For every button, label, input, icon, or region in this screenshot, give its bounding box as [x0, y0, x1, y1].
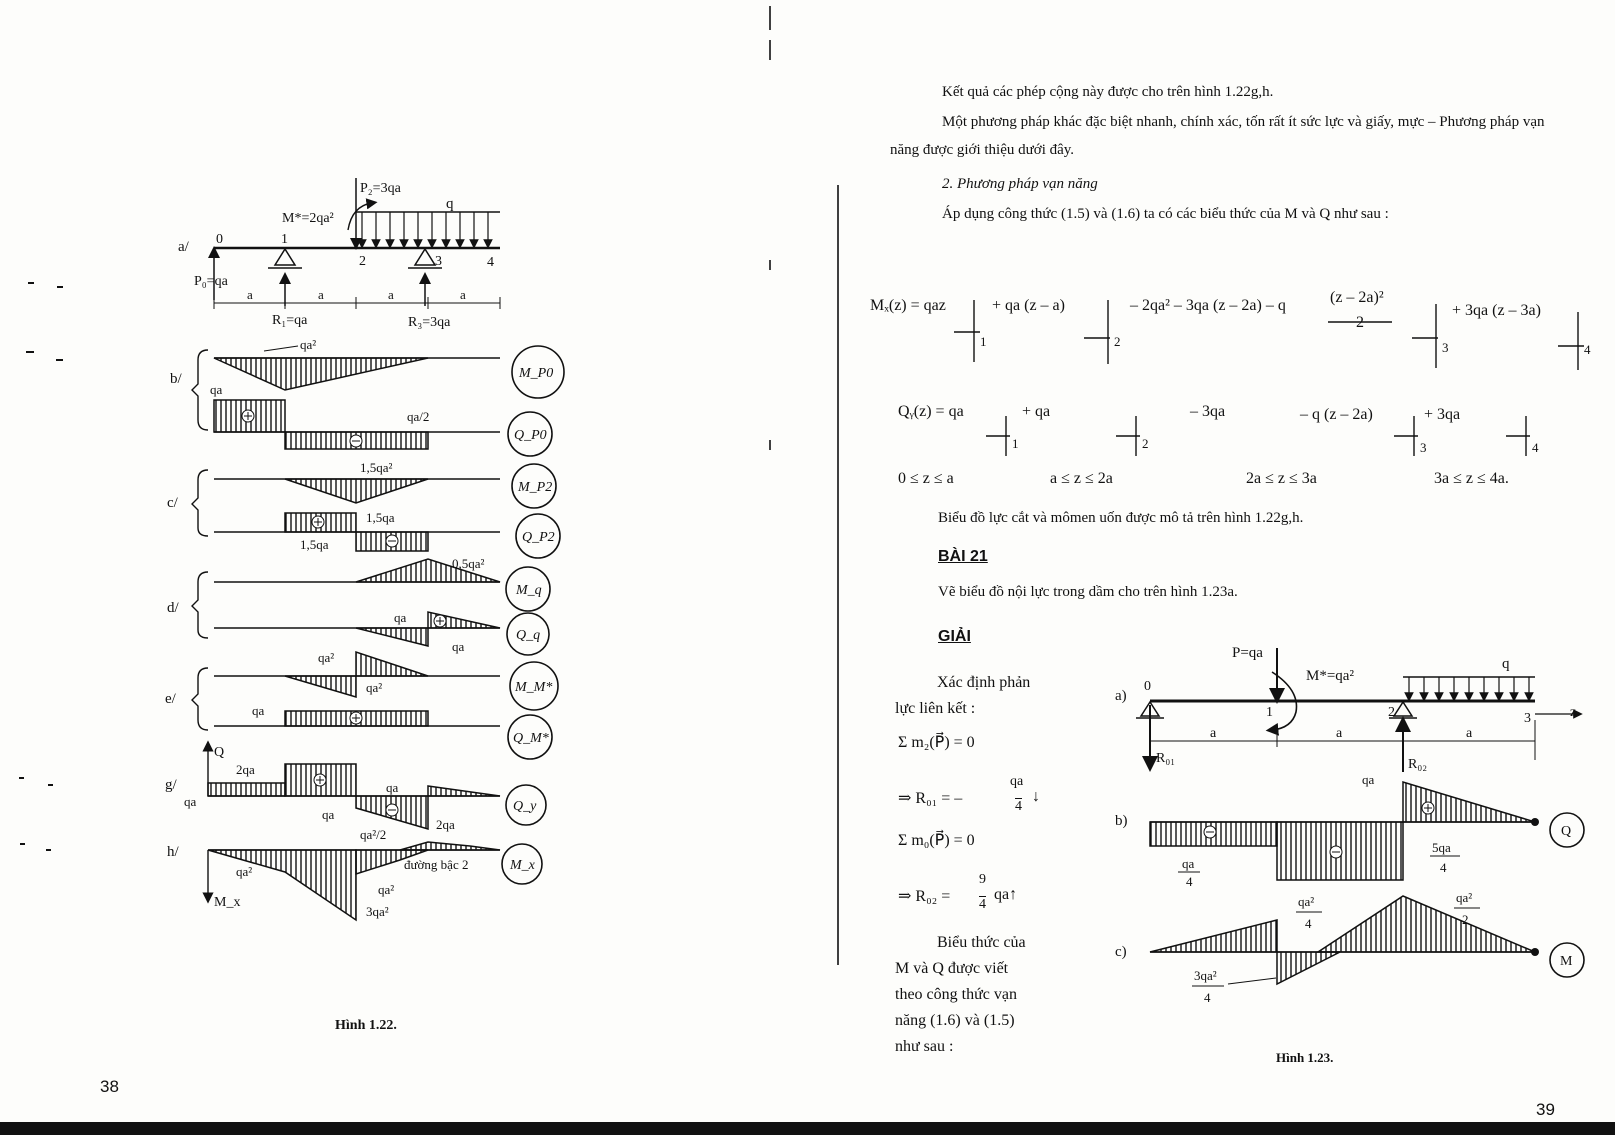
- moment-diagram-c: [1115, 890, 1584, 1005]
- svg-text:M_P0: M_P0: [519, 366, 554, 381]
- svg-text:qa: qa: [394, 610, 407, 625]
- svg-text:M*=2qa²: M*=2qa²: [282, 211, 334, 226]
- svg-text:qa: qa: [1182, 856, 1195, 871]
- formula-mx-4: (z – 2a)²: [1330, 289, 1384, 306]
- formula-mx-3: – 2qa² – 3qa (z – 2a) – q: [1130, 297, 1286, 314]
- solution-outro: Biểu thức của M và Q được viết theo công thức vạn năng (1.6) và (1.5) như sau :: [895, 934, 1026, 1055]
- exercise-heading: BÀI 21: [938, 548, 988, 565]
- svg-text:qa: qa: [452, 639, 465, 654]
- paragraph: Vẽ biểu đồ nội lực trong dầm cho trên hình 1.23a.: [938, 584, 1238, 600]
- svg-text:Q_P2: Q_P2: [522, 530, 555, 545]
- svg-text:qa²: qa²: [318, 650, 335, 665]
- svg-text:qa: qa: [1362, 772, 1375, 787]
- mark-3: 3: [1442, 340, 1449, 355]
- equation-1: Σ m₂(P⃗) = 0: [898, 734, 975, 751]
- equation-4-num: 9: [979, 872, 986, 887]
- svg-text:2: 2: [1462, 912, 1469, 927]
- svg-text:c/: c/: [167, 495, 178, 511]
- svg-text:a: a: [460, 287, 466, 302]
- svg-text:M: M: [1560, 954, 1573, 969]
- svg-text:2qa: 2qa: [236, 762, 255, 777]
- svg-text:d/: d/: [167, 600, 179, 616]
- equation-2-lhs: ⇒ R₀₁ = –: [898, 790, 963, 807]
- svg-text:1,5qa: 1,5qa: [300, 537, 329, 552]
- svg-text:qa: qa: [386, 780, 399, 795]
- svg-text:c): c): [1115, 944, 1127, 960]
- page-number-left: 38: [100, 1077, 119, 1096]
- svg-text:R₁=qa: R₁=qa: [272, 313, 308, 328]
- svg-text:a: a: [388, 287, 394, 302]
- svg-text:q: q: [1502, 656, 1510, 672]
- svg-text:M*=qa²: M*=qa²: [1306, 668, 1354, 684]
- section-heading: 2. Phương pháp vạn năng: [942, 176, 1098, 192]
- range-2: a ≤ z ≤ 2a: [1050, 470, 1113, 487]
- shear-diagram-b: [1115, 772, 1584, 889]
- mark-2: 2: [1114, 334, 1121, 349]
- svg-text:0: 0: [1144, 679, 1151, 694]
- svg-text:đường bậc 2: đường bậc 2: [404, 857, 469, 872]
- mark-4: 4: [1532, 440, 1539, 455]
- svg-text:Q_P0: Q_P0: [514, 428, 547, 443]
- svg-text:4: 4: [1186, 874, 1193, 889]
- paragraph: Một phương pháp khác đặc biệt nhanh, chính xác, tốn rất ít sức lực và giấy, mực – Phương pháp vạn năng được giới thiệu dưới đây.: [890, 114, 1545, 158]
- scan-edge: [0, 1122, 1615, 1135]
- range-4: 3a ≤ z ≤ 4a.: [1434, 470, 1509, 487]
- paragraph: Biểu đồ lực cắt và mômen uốn được mô tả trên hình 1.22g,h.: [938, 510, 1304, 526]
- svg-text:4: 4: [1440, 860, 1447, 875]
- svg-text:qa²/2: qa²/2: [360, 827, 387, 842]
- svg-text:4: 4: [1305, 916, 1312, 931]
- svg-text:z: z: [1570, 705, 1577, 720]
- formula-mx-1: Mₓ(z) = qaz: [870, 297, 946, 314]
- formula-qy-4: – q (z – 2a): [1300, 406, 1373, 423]
- svg-text:qa²: qa²: [236, 864, 253, 879]
- mark-3: 3: [1420, 440, 1427, 455]
- svg-text:a: a: [247, 287, 253, 302]
- svg-text:M_q: M_q: [516, 583, 542, 598]
- paragraph: Áp dụng công thức (1.5) và (1.6) ta có các biểu thức của M và Q như sau :: [942, 206, 1389, 222]
- mark-4: 4: [1584, 342, 1591, 357]
- svg-text:1: 1: [1266, 705, 1273, 720]
- equation-4-lhs: ⇒ R₀₂ =: [898, 888, 951, 905]
- svg-text:a): a): [1115, 688, 1127, 704]
- svg-text:qa: qa: [252, 703, 265, 718]
- svg-text:M_M*: M_M*: [515, 680, 553, 695]
- svg-text:qa²: qa²: [300, 337, 317, 352]
- svg-text:b/: b/: [170, 371, 182, 387]
- svg-text:5qa: 5qa: [1432, 840, 1451, 855]
- svg-text:Q: Q: [1561, 824, 1572, 839]
- svg-text:a: a: [318, 287, 324, 302]
- formula-qy-3: – 3qa: [1190, 403, 1226, 420]
- svg-text:R₀₂: R₀₂: [1408, 757, 1428, 772]
- equation-4-tail: qa↑: [994, 886, 1018, 903]
- formula-mx-5: 2: [1356, 314, 1364, 331]
- svg-text:0: 0: [216, 232, 223, 247]
- svg-text:P₀=qa: P₀=qa: [194, 274, 228, 289]
- svg-text:qa/2: qa/2: [407, 409, 430, 424]
- solution-intro: Xác định phản lực liên kết :: [895, 674, 1031, 717]
- svg-text:R₀₁: R₀₁: [1156, 751, 1176, 766]
- svg-text:a: a: [1466, 726, 1473, 741]
- figure-1-23-caption: Hình 1.23.: [1276, 1050, 1334, 1065]
- svg-text:Q: Q: [214, 745, 225, 760]
- equation-2-tail: ↓: [1032, 788, 1040, 805]
- svg-text:Q_M*: Q_M*: [513, 731, 549, 746]
- svg-text:1,5qa²: 1,5qa²: [360, 460, 393, 475]
- svg-text:Q_y: Q_y: [513, 799, 537, 814]
- svg-text:qa: qa: [184, 794, 197, 809]
- svg-text:e/: e/: [165, 691, 176, 707]
- svg-text:R₃=3qa: R₃=3qa: [408, 315, 451, 330]
- svg-text:3qa²: 3qa²: [1194, 968, 1217, 983]
- formula-qy-2: + qa: [1022, 403, 1051, 420]
- svg-text:3: 3: [435, 254, 442, 269]
- svg-text:P=qa: P=qa: [1232, 645, 1263, 661]
- svg-text:M_P2: M_P2: [518, 480, 553, 495]
- range-3: 2a ≤ z ≤ 3a: [1246, 470, 1317, 487]
- svg-text:3qa²: 3qa²: [366, 904, 389, 919]
- svg-text:qa²: qa²: [366, 680, 383, 695]
- formula-mx-2: + qa (z – a): [992, 297, 1065, 314]
- figure-1-22-caption: Hình 1.22.: [335, 1018, 397, 1033]
- mark-1: 1: [1012, 436, 1019, 451]
- svg-text:M_x: M_x: [214, 895, 241, 910]
- equation-4-den: 4: [979, 897, 986, 912]
- mark-2: 2: [1142, 436, 1149, 451]
- svg-text:Q_q: Q_q: [516, 628, 541, 643]
- svg-text:qa: qa: [210, 382, 223, 397]
- range-1: 0 ≤ z ≤ a: [898, 470, 954, 487]
- svg-text:a: a: [1210, 726, 1217, 741]
- panel-label-a: a/: [178, 239, 189, 255]
- formula-qy-1: Qᵧ(z) = qa: [898, 403, 964, 420]
- solution-heading: GIẢI: [938, 628, 971, 645]
- beam-diagram-a: [1115, 645, 1578, 772]
- svg-text:P₂=3qa: P₂=3qa: [360, 181, 401, 196]
- svg-text:3: 3: [1524, 711, 1531, 726]
- svg-text:4: 4: [1204, 990, 1211, 1005]
- svg-text:M_x: M_x: [510, 858, 535, 873]
- equation-3: Σ m₀(P⃗) = 0: [898, 832, 975, 849]
- svg-text:1,5qa: 1,5qa: [366, 510, 395, 525]
- svg-text:a: a: [1336, 726, 1343, 741]
- svg-text:g/: g/: [165, 777, 177, 793]
- svg-text:h/: h/: [167, 844, 179, 860]
- mark-1: 1: [980, 334, 987, 349]
- svg-text:qa²: qa²: [1298, 894, 1315, 909]
- svg-text:1: 1: [281, 232, 288, 247]
- page-number-right: 39: [1536, 1100, 1555, 1119]
- svg-text:qa²: qa²: [378, 882, 395, 897]
- formula-qy-5: + 3qa: [1424, 406, 1461, 423]
- svg-text:qa: qa: [322, 807, 335, 822]
- svg-text:b): b): [1115, 813, 1128, 829]
- svg-text:q: q: [446, 196, 454, 212]
- equation-2-den: 4: [1015, 799, 1022, 814]
- svg-text:4: 4: [487, 255, 494, 270]
- svg-text:2qa: 2qa: [436, 817, 455, 832]
- equation-2-num: qa: [1010, 774, 1024, 789]
- svg-text:0,5qa²: 0,5qa²: [452, 556, 485, 571]
- paragraph: Kết quả các phép cộng này được cho trên hình 1.22g,h.: [942, 84, 1274, 100]
- formula-mx-6: + 3qa (z – 3a): [1452, 302, 1541, 319]
- svg-text:2: 2: [1388, 705, 1395, 720]
- svg-text:2: 2: [359, 254, 366, 269]
- svg-text:qa²: qa²: [1456, 890, 1473, 905]
